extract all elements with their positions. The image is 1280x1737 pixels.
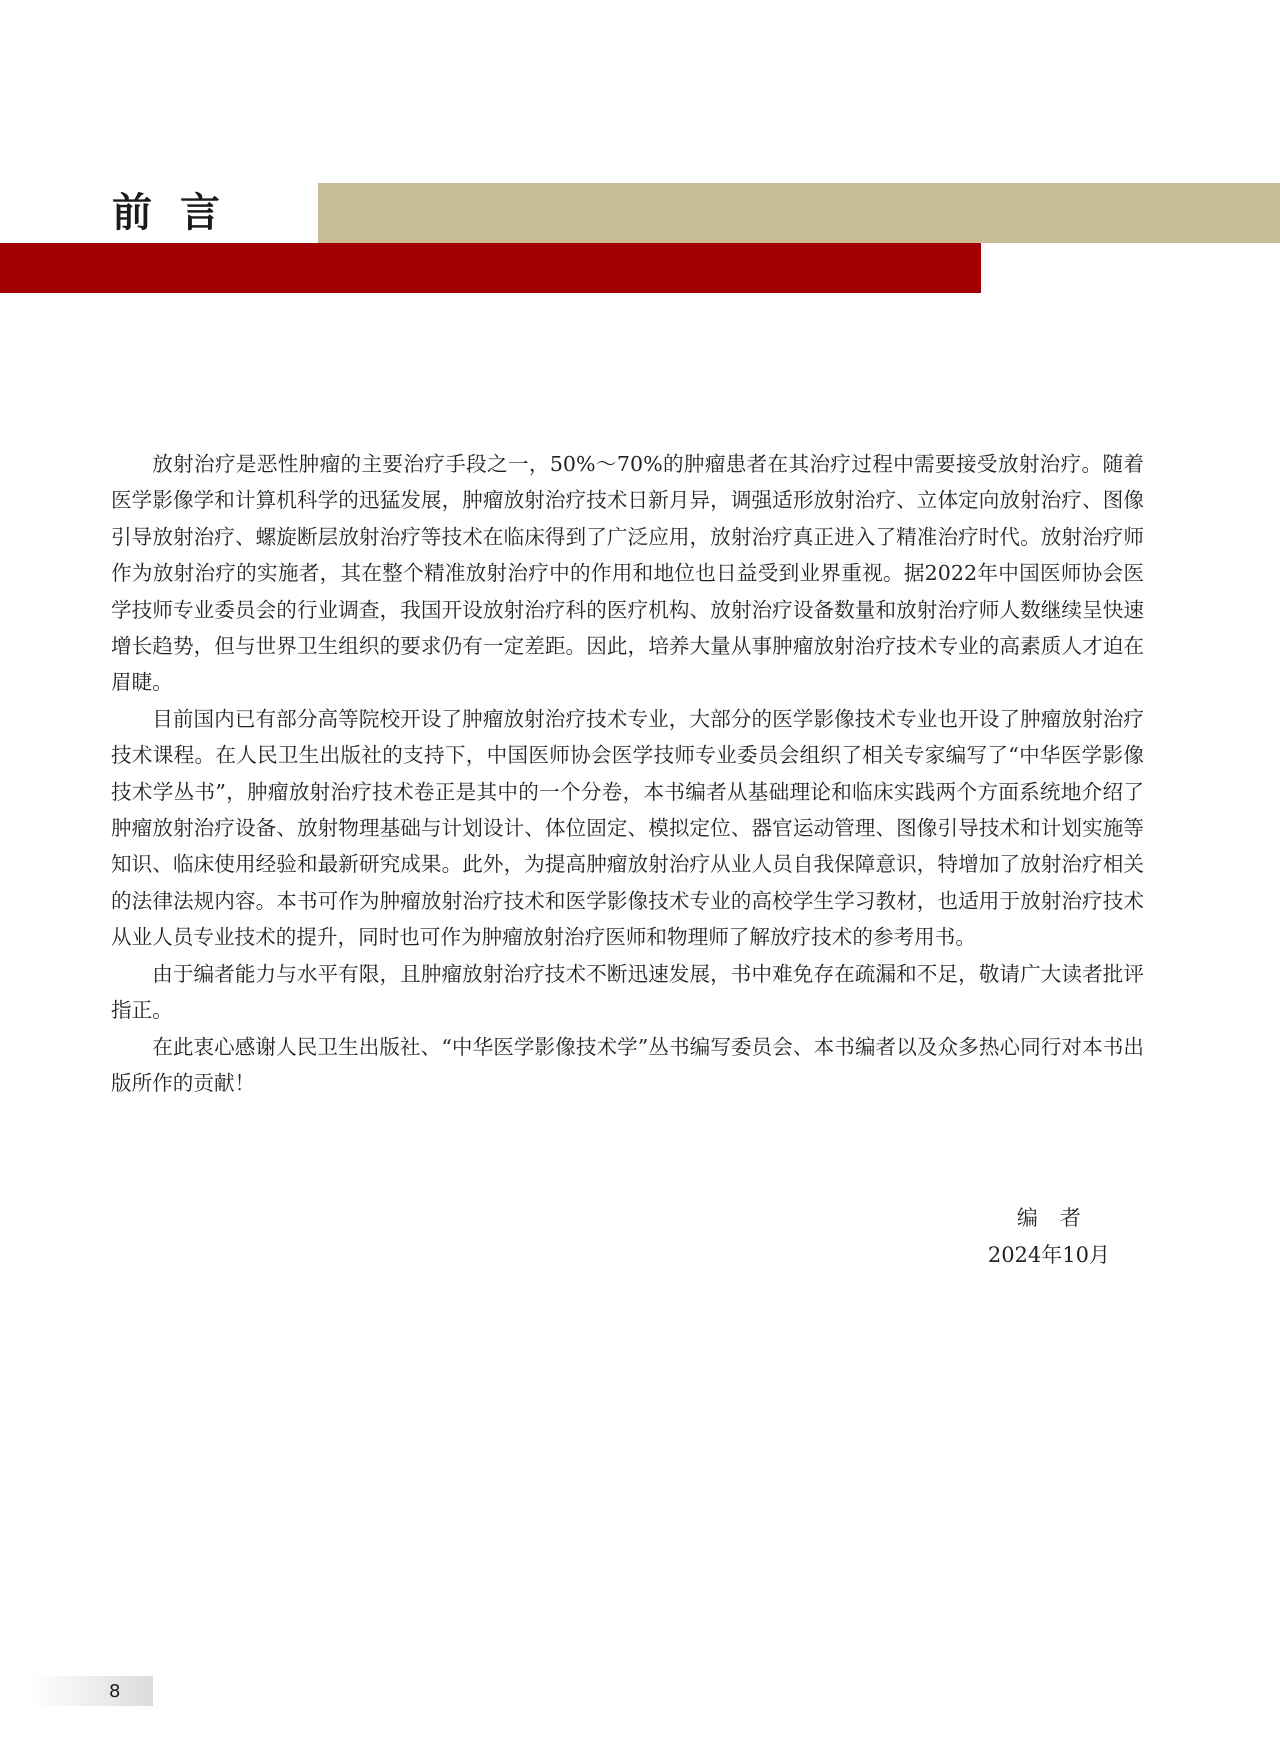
header-red-band	[0, 243, 981, 293]
header-tan-band	[318, 183, 1280, 243]
paragraph-4: 在此衷心感谢人民卫生出版社、“中华医学影像技术学”丛书编写委员会、本书编者以及众多热心同行对本书出版所作的贡献！	[111, 1034, 1144, 1095]
paragraph-3: 由于编者能力与水平有限，且肿瘤放射治疗技术不断迅速发展，书中难免存在疏漏和不足，敬请广大读者批评指正。	[111, 961, 1144, 1023]
signature-date: 2024年10月	[987, 1243, 1110, 1267]
signature-block	[988, 1200, 1110, 1274]
signature-author: 编者	[1016, 1206, 1103, 1230]
paragraph-2: 目前国内已有部分高等院校开设了肿瘤放射治疗技术专业，大部分的医学影像技术专业也开设了肿瘤放射治疗技术课程。在人民卫生出版社的支持下，中国医师协会医学技师专业委员会组织了相关专家编写了“中华医学影像技术学丛书”，肿瘤放射治疗技术卷正是其中的一个分卷，本书编者从基础理论和临床实践两个方面系统地介绍了肿瘤放射治疗设备、放射物理基础与计划设计、体位固定、模拟定位、器官运动管理、图像引导技术和计划实施等知识、临床使用经验和最新研究成果。此外，为提高肿瘤放射治疗从业人员自我保障意识，特增加了放射治疗相关的法律法规内容。本书可作为肿瘤放射治疗技术和医学影像技术专业的高校学生学习教材，也适用于放射治疗技术从业人员专业技术的提升，同时也可作为肿瘤放射治疗医师和物理师了解放疗技术的参考用书。	[111, 706, 1144, 950]
page-number-tab	[30, 1676, 153, 1706]
preface-body	[111, 446, 1144, 1101]
page-title: 前言	[112, 190, 248, 236]
page-number: 8	[109, 1681, 121, 1702]
paragraph-1: 放射治疗是恶性肿瘤的主要治疗手段之一，50%～70%的肿瘤患者在其治疗过程中需要接受放射治疗。随着医学影像学和计算机科学的迅猛发展，肿瘤放射治疗技术日新月异，调强适形放射治疗、立体定向放射治疗、图像引导放射治疗、螺旋断层放射治疗等技术在临床得到了广泛应用，放射治疗真正进入了精准治疗时代。放射治疗师作为放射治疗的实施者，其在整个精准放射治疗中的作用和地位也日益受到业界重视。据2022年中国医师协会医学技师专业委员会的行业调查，我国开设放射治疗科的医疗机构、放射治疗设备数量和放射治疗师人数继续呈快速增长趋势，但与世界卫生组织的要求仍有一定差距。因此，培养大量从事肿瘤放射治疗技术专业的高素质人才迫在眉睫。	[111, 452, 1144, 695]
